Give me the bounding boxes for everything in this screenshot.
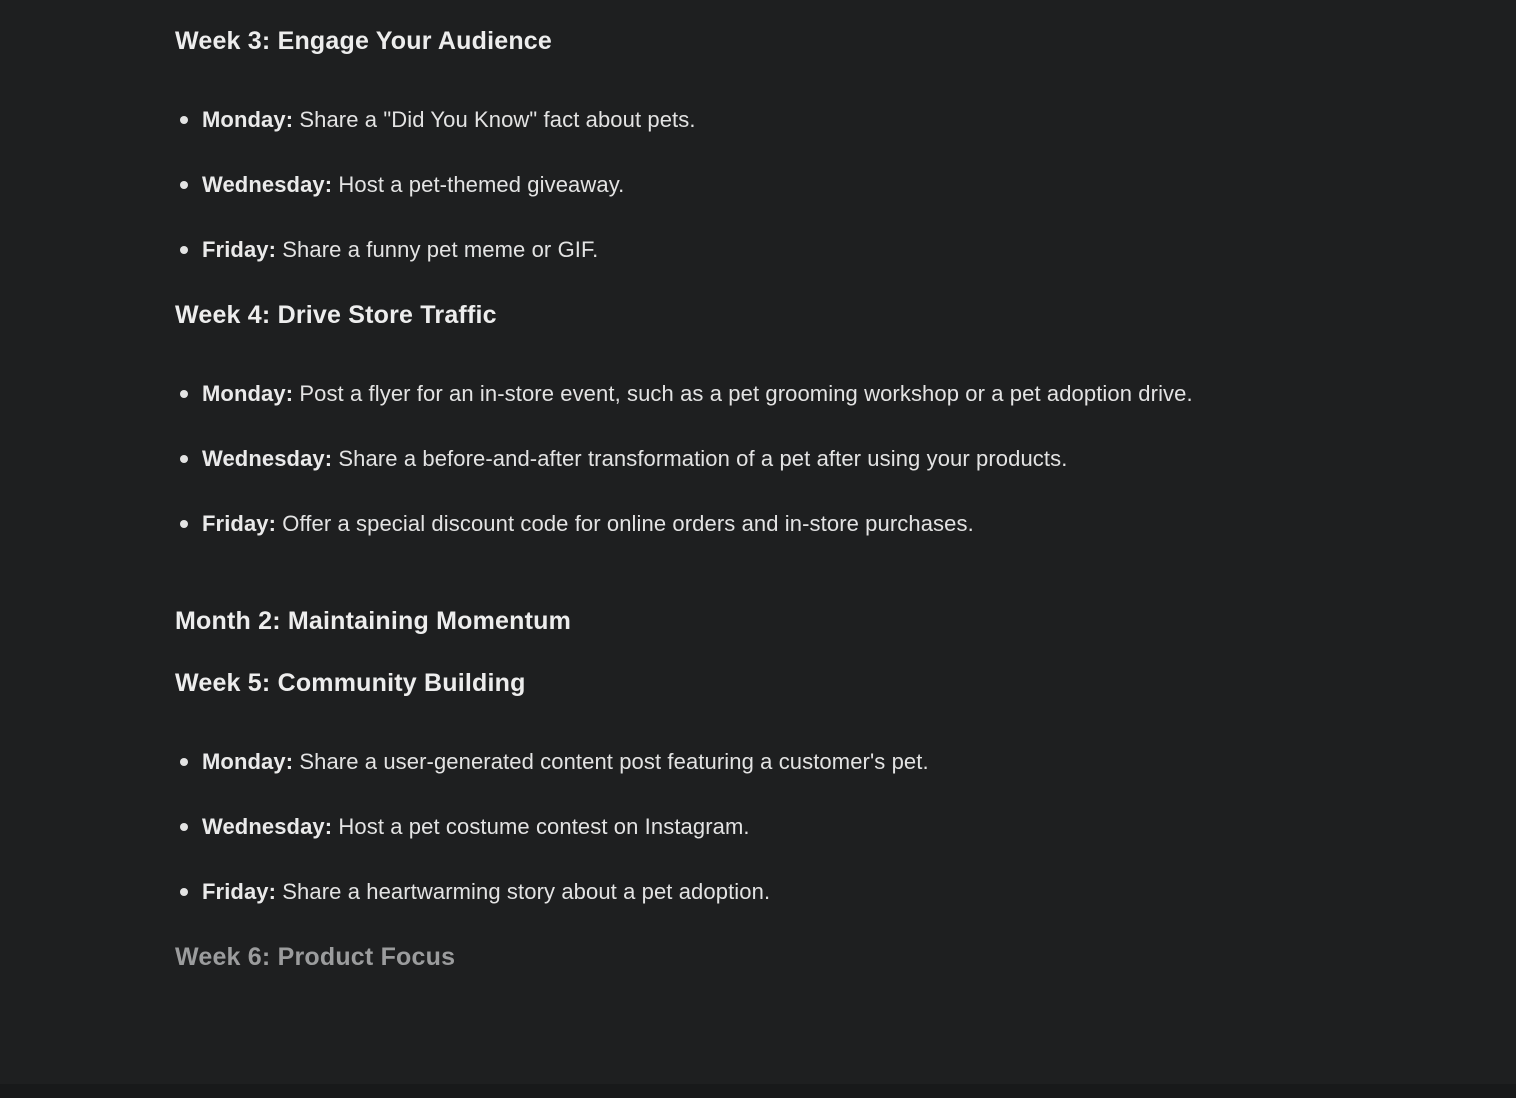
day-label: Friday:	[202, 511, 277, 536]
section-heading: Week 3: Engage Your Audience	[175, 27, 552, 55]
schedule-list	[175, 737, 1456, 917]
bullet-icon	[180, 888, 188, 896]
day-label: Monday:	[202, 107, 294, 132]
bullet-icon	[180, 390, 188, 398]
list-item	[175, 867, 1212, 917]
day-label: Monday:	[202, 381, 294, 406]
bullet-icon	[180, 116, 188, 124]
day-label: Wednesday:	[202, 814, 333, 839]
item-text: Host a pet-themed giveaway.	[332, 172, 625, 197]
day-label: Wednesday:	[202, 446, 333, 471]
list-item	[175, 499, 1212, 549]
section-heading: Week 6: Product Focus	[175, 943, 456, 971]
bullet-icon	[180, 246, 188, 254]
day-label: Friday:	[202, 879, 277, 904]
day-label: Friday:	[202, 237, 277, 262]
bullet-icon	[180, 520, 188, 528]
item-text: Share a before-and-after transformation of a pet after using your products.	[332, 446, 1068, 471]
item-text: Post a flyer for an in-store event, such as a pet grooming workshop or a pet adoption drive.	[293, 381, 1193, 406]
list-item	[175, 737, 1212, 787]
bullet-icon	[180, 455, 188, 463]
schedule-list	[175, 95, 1456, 275]
item-text: Share a heartwarming story about a pet adoption.	[276, 879, 771, 904]
day-label: Monday:	[202, 749, 294, 774]
section-heading: Week 4: Drive Store Traffic	[175, 301, 497, 329]
list-item	[175, 225, 1212, 275]
item-text: Host a pet costume contest on Instagram.	[332, 814, 750, 839]
item-text: Share a "Did You Know" fact about pets.	[293, 107, 696, 132]
bullet-icon	[180, 758, 188, 766]
bottom-edge	[0, 1084, 1516, 1098]
list-item	[175, 95, 1212, 145]
bullet-icon	[180, 823, 188, 831]
list-item	[175, 802, 1212, 852]
section-heading: Month 2: Maintaining Momentum	[175, 607, 572, 635]
list-item	[175, 160, 1212, 210]
item-text: Share a funny pet meme or GIF.	[276, 237, 599, 262]
item-text: Share a user-generated content post featuring a customer's pet.	[293, 749, 929, 774]
schedule-list	[175, 369, 1456, 549]
section-heading: Week 5: Community Building	[175, 669, 526, 697]
bullet-icon	[180, 181, 188, 189]
list-item	[175, 369, 1212, 419]
item-text: Offer a special discount code for online orders and in-store purchases.	[276, 511, 974, 536]
day-label: Wednesday:	[202, 172, 333, 197]
list-item	[175, 434, 1212, 484]
